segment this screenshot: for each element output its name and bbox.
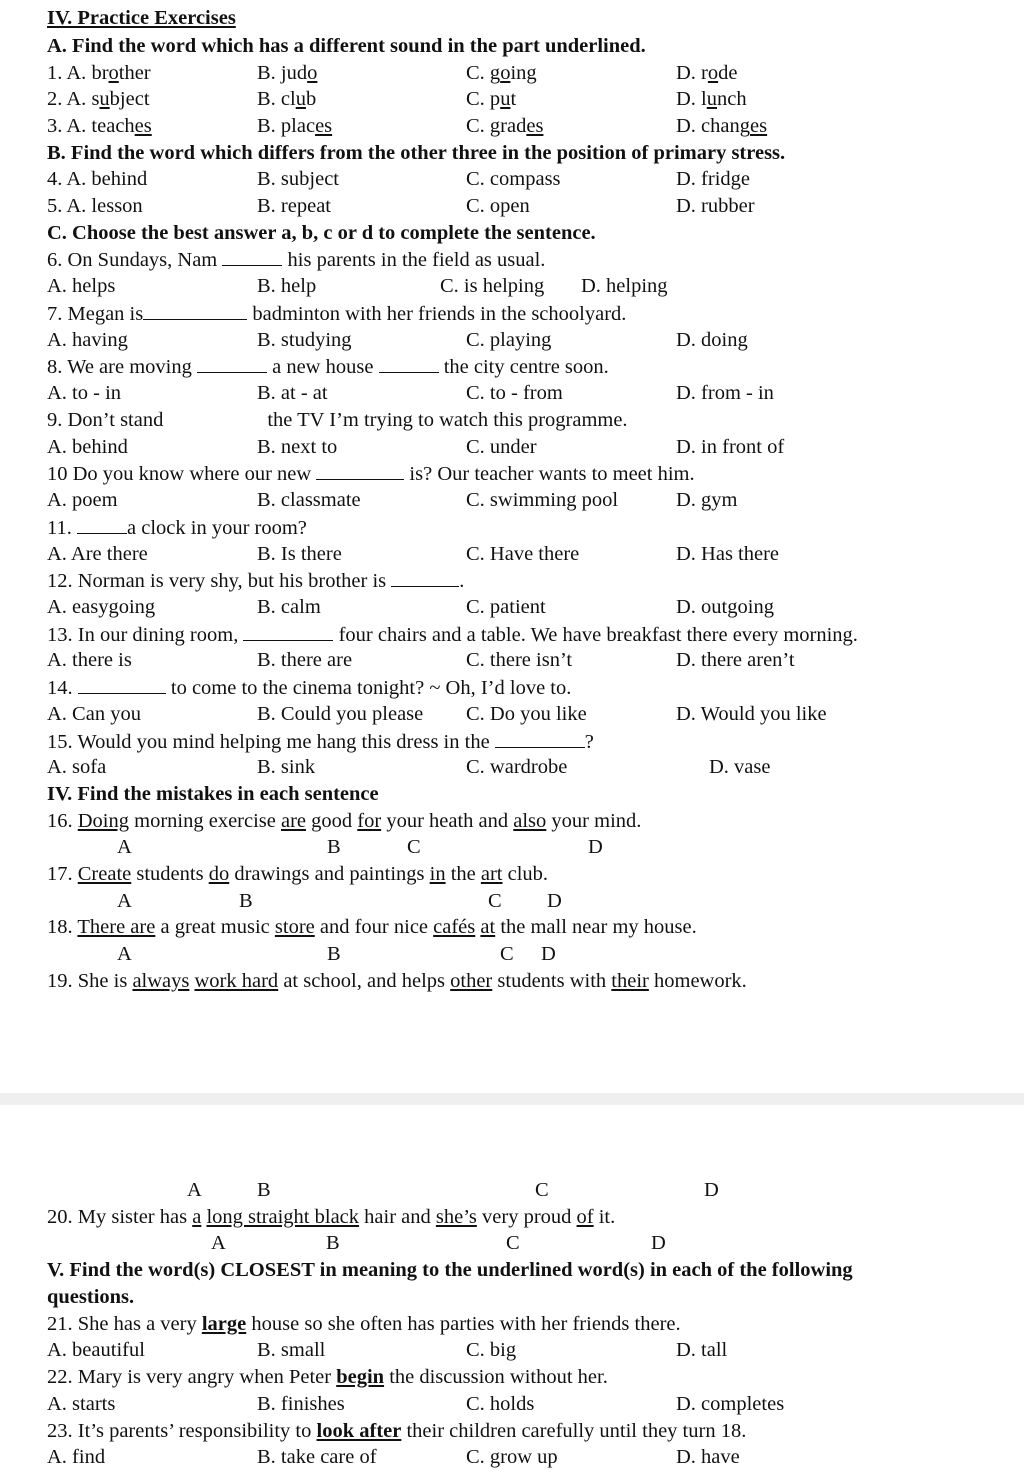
q15-option-c: C. wardrobe (466, 756, 568, 778)
question-17 (47, 862, 548, 886)
question-8 (47, 354, 609, 379)
q18-letter-d: D (541, 943, 556, 965)
q14-option-b: B. Could you please (257, 703, 424, 725)
q19-letter-d: D (704, 1179, 719, 1201)
q22-option-c: C. holds (466, 1393, 535, 1415)
question-11 (47, 515, 307, 540)
q1-a-rest: ther (118, 62, 151, 84)
question-18 (47, 915, 697, 939)
q20-text-2: hair and (359, 1206, 436, 1228)
q9-option-b: B. next to (257, 436, 338, 458)
q11-option-d: D. Has there (676, 543, 780, 565)
q3-option-d (676, 114, 767, 138)
q17-text-2: drawings and paintings (229, 863, 430, 885)
q7-answer-blank[interactable] (143, 301, 247, 320)
q8-answer-blank-1[interactable] (197, 354, 267, 373)
q18-underlined-c[interactable]: cafés (433, 916, 476, 938)
q21-option-d: D. tall (676, 1339, 728, 1361)
q8-option-b: B. at - at (257, 382, 328, 404)
q13-stem-start: 13. In our dining room, (47, 624, 239, 646)
q17-letter-a: A (117, 890, 132, 912)
q16-letter-d: D (588, 836, 603, 858)
q12-option-c: C. patient (466, 596, 546, 618)
page-title: IV. Practice Exercises (47, 7, 236, 29)
q5-option-a: 5. A. lesson (47, 195, 143, 217)
q8-option-d: D. from - in (676, 382, 774, 404)
question-21 (47, 1312, 681, 1336)
section-mistakes-heading: IV. Find the mistakes in each sentence (47, 783, 379, 805)
q17-letter-c: C (488, 890, 502, 912)
q16-letter-b: B (327, 836, 341, 858)
q21-target-word: large (201, 1313, 247, 1335)
q12-stem-start: 12. Norman is very shy, but his brother is (47, 570, 387, 592)
q22-stem-start: 22. Mary is very angry when Peter (47, 1366, 337, 1388)
question-23 (47, 1419, 746, 1443)
q19-number: 19. She is (47, 970, 133, 992)
q17-letter-d: D (547, 890, 562, 912)
q23-stem-end: their children carefully until they turn 18. (401, 1420, 747, 1442)
q22-stem-end: the discussion without her. (384, 1366, 608, 1388)
q15-stem-end: ? (584, 731, 594, 753)
q17-underlined-b[interactable]: do (208, 863, 230, 885)
q1-option-d (676, 61, 738, 85)
q20-underlined-b[interactable]: long straight black (206, 1206, 360, 1228)
q17-letter-b: B (239, 890, 253, 912)
q10-option-c: C. swimming pool (466, 489, 619, 511)
q17-text-1: students (131, 863, 209, 885)
q13-answer-blank[interactable] (243, 622, 333, 641)
q3-a-underlined: es (134, 115, 152, 137)
q18-text-2: and four nice (314, 916, 434, 938)
q11-option-b: B. Is there (257, 543, 342, 565)
q2-a-rest: bject (109, 88, 150, 110)
q21-option-a: A. beautiful (47, 1339, 145, 1361)
q5-option-c: C. open (466, 195, 530, 217)
q3-c-part: C. grad (466, 115, 527, 137)
q16-letter-a: A (117, 836, 132, 858)
q2-option-b (257, 87, 316, 111)
q10-stem-start: 10 Do you know where our new (47, 463, 312, 485)
q13-option-b: B. there are (257, 649, 353, 671)
q13-option-d: D. there aren’t (676, 649, 795, 671)
q8-answer-blank-2[interactable] (379, 354, 439, 373)
q19-text-2: at school, and helps (278, 970, 451, 992)
q16-text-4: your mind. (546, 810, 642, 832)
q3-option-c (466, 114, 543, 138)
q16-number: 16. (47, 810, 78, 832)
q7-stem-end: badminton with her friends in the schoolyard. (252, 303, 627, 325)
q21-option-b: B. small (257, 1339, 326, 1361)
q23-stem-start: 23. It’s parents’ responsibility to (47, 1420, 317, 1442)
q9-stem-end: the TV I’m trying to watch this programme. (267, 409, 628, 431)
q2-b-rest: b (305, 88, 317, 110)
question-2 (47, 87, 150, 111)
q16-underlined-b[interactable]: are (281, 810, 307, 832)
section-b-heading: B. Find the word which differs from the other three in the position of primary stress. (47, 142, 786, 164)
q20-letter-c: C (506, 1232, 520, 1254)
q7-option-c: C. playing (466, 329, 552, 351)
q2-c-part: C. p (466, 88, 501, 110)
q20-number: 20. My sister has (47, 1206, 193, 1228)
q3-c-underlined: es (526, 115, 544, 137)
q6-option-d: D. helping (581, 275, 668, 297)
q1-option-a-label: 1. A. (47, 62, 92, 84)
q8-option-a: A. to - in (47, 382, 122, 404)
q21-stem-start: 21. She has a very (47, 1313, 202, 1335)
q6-stem-end: his parents in the field as usual. (287, 249, 546, 271)
q14-option-c: C. Do you like (466, 703, 587, 725)
q22-target-word: begin (336, 1366, 385, 1388)
q20-text-3: very proud (476, 1206, 577, 1228)
q12-option-d: D. outgoing (676, 596, 774, 618)
q11-option-a: A. Are there (47, 543, 148, 565)
q19-underlined-d[interactable]: their (611, 970, 649, 992)
q3-a-part: 3. A. teach (47, 115, 135, 137)
q10-option-a: A. poem (47, 489, 118, 511)
question-16 (47, 809, 641, 833)
q13-stem-end: four chairs and a table. We have breakfast there every morning. (338, 624, 858, 646)
q12-option-b: B. calm (257, 596, 321, 618)
q3-option-b (257, 114, 332, 138)
q6-option-a: A. helps (47, 275, 116, 297)
q14-stem-end: to come to the cinema tonight? ~ Oh, I’d love to. (170, 677, 572, 699)
question-14 (47, 675, 571, 700)
q11-stem-start: 11. (47, 517, 72, 539)
q22-option-a: A. starts (47, 1393, 116, 1415)
q9-option-a: A. behind (47, 436, 128, 458)
q15-option-b: B. sink (257, 756, 316, 778)
q16-underlined-a[interactable]: Doing (77, 810, 129, 832)
q7-option-a: A. having (47, 329, 128, 351)
q23-option-c: C. grow up (466, 1446, 558, 1468)
q1-c-part: C. g (466, 62, 501, 84)
q8-option-c: C. to - from (466, 382, 563, 404)
q19-text-4: homework. (648, 970, 747, 992)
q23-option-d: D. have (676, 1446, 740, 1468)
q18-text-4: the mall near my house. (495, 916, 697, 938)
q10-answer-blank[interactable] (316, 461, 404, 480)
q1-b-part: B. jud (257, 62, 308, 84)
question-15 (47, 729, 594, 754)
q18-text-1: a great music (155, 916, 275, 938)
q18-letter-a: A (117, 943, 132, 965)
q16-underlined-d[interactable]: also (513, 810, 547, 832)
q8-stem-mid: a new house (272, 356, 374, 378)
q2-a-underlined: u (99, 88, 110, 110)
q3-d-part: D. chang (676, 115, 751, 137)
q1-d-part: D. r (676, 62, 708, 84)
q10-option-b: B. classmate (257, 489, 361, 511)
q16-letter-c: C (407, 836, 421, 858)
q20-letter-a: A (211, 1232, 226, 1254)
q19-letter-b: B (257, 1179, 271, 1201)
q18-letter-c: C (500, 943, 514, 965)
q4-option-c: C. compass (466, 168, 561, 190)
q17-underlined-a[interactable]: Create (77, 863, 132, 885)
q2-label: 2. A. (47, 88, 92, 110)
q7-option-b: B. studying (257, 329, 352, 351)
q23-option-a: A. find (47, 1446, 106, 1468)
q17-underlined-d[interactable]: art (480, 863, 503, 885)
q16-underlined-c[interactable]: for (357, 810, 382, 832)
q2-option-c (466, 87, 516, 111)
question-3 (47, 114, 152, 138)
q3-d-underlined: es (750, 115, 768, 137)
q17-text-4: club. (502, 863, 549, 885)
q2-a-part: s (91, 88, 100, 110)
q22-option-d: D. completes (676, 1393, 785, 1415)
q1-a-part: br (91, 62, 109, 84)
q6-option-c: C. is helping (440, 275, 545, 297)
question-10 (47, 461, 695, 486)
section-v-heading-cont: questions. (47, 1286, 135, 1308)
section-c-heading: C. Choose the best answer a, b, c or d to complete the sentence. (47, 222, 596, 244)
q2-b-part: B. cl (257, 88, 296, 110)
q15-stem-start: 15. Would you mind helping me hang this dress in the (47, 731, 490, 753)
q7-option-d: D. doing (676, 329, 748, 351)
q15-option-d: D. vase (709, 756, 771, 778)
q9-stem-start: 9. Don’t stand (47, 409, 164, 431)
q12-option-a: A. easygoing (47, 596, 156, 618)
q14-stem-start: 14. (47, 677, 73, 699)
question-22 (47, 1365, 608, 1389)
q4-option-b: B. subject (257, 168, 339, 190)
question-12 (47, 568, 464, 593)
q12-stem-end: . (459, 570, 465, 592)
q20-letter-d: D (651, 1232, 666, 1254)
q5-option-d: D. rubber (676, 195, 755, 217)
question-13 (47, 622, 858, 647)
q2-d-part: D. l (676, 88, 707, 110)
q8-stem-start: 8. We are moving (47, 356, 192, 378)
q2-b-underlined: u (295, 88, 306, 110)
q1-option-b (257, 61, 317, 85)
q11-option-c: C. Have there (466, 543, 580, 565)
section-v-heading: V. Find the word(s) CLOSEST in meaning to the underlined word(s) in each of the following (47, 1259, 853, 1281)
q19-text-3: students with (492, 970, 612, 992)
question-7 (47, 301, 626, 326)
q2-c-underlined: u (500, 88, 511, 110)
q1-c-underlined: o (500, 62, 511, 84)
q15-answer-blank[interactable] (495, 729, 585, 748)
q23-target-word: look after (316, 1420, 402, 1442)
q2-d-underlined: u (706, 88, 717, 110)
q20-underlined-a[interactable]: a (192, 1206, 202, 1228)
question-9 (47, 408, 628, 432)
q11-answer-blank[interactable] (77, 515, 127, 534)
q4-option-a: 4. A. behind (47, 168, 148, 190)
q9-option-c: C. under (466, 436, 537, 458)
q13-option-c: C. there isn’t (466, 649, 573, 671)
q5-option-b: B. repeat (257, 195, 331, 217)
question-1 (47, 61, 151, 85)
q22-option-b: B. finishes (257, 1393, 345, 1415)
q17-number: 17. (47, 863, 78, 885)
q2-c-rest: t (510, 88, 517, 110)
q18-number: 18. (47, 916, 78, 938)
q18-underlined-d[interactable]: at (480, 916, 496, 938)
q19-underlined-a[interactable]: always (132, 970, 190, 992)
q1-d-rest: de (718, 62, 738, 84)
q20-letter-b: B (326, 1232, 340, 1254)
question-19 (47, 969, 747, 993)
q4-option-d: D. fridge (676, 168, 751, 190)
q1-c-rest: ing (510, 62, 537, 84)
q17-underlined-c[interactable]: in (429, 863, 446, 885)
q9-option-d: D. in front of (676, 436, 785, 458)
q14-answer-blank[interactable] (78, 675, 166, 694)
q19-letter-c: C (535, 1179, 549, 1201)
q1-a-underlined: o (108, 62, 119, 84)
q17-text-3: the (445, 863, 481, 885)
q3-b-part: B. plac (257, 115, 316, 137)
q6-stem-start: 6. On Sundays, Nam (47, 249, 218, 271)
question-6 (47, 247, 545, 272)
q13-option-a: A. there is (47, 649, 132, 671)
q16-text-2: good (306, 810, 358, 832)
question-20 (47, 1205, 615, 1229)
q2-d-rest: nch (717, 88, 747, 110)
q8-stem-end: the city centre soon. (443, 356, 609, 378)
q14-option-a: A. Can you (47, 703, 141, 725)
q20-underlined-d[interactable]: of (576, 1206, 594, 1228)
q6-answer-blank[interactable] (222, 247, 282, 266)
q1-option-c (466, 61, 537, 85)
q10-stem-end: is? Our teacher wants to meet him. (409, 463, 695, 485)
q18-underlined-a[interactable]: There are (77, 916, 156, 938)
q12-answer-blank[interactable] (391, 568, 459, 587)
q21-option-c: C. big (466, 1339, 517, 1361)
q6-option-b: B. help (257, 275, 317, 297)
q19-letter-a: A (187, 1179, 202, 1201)
q23-option-b: B. take care of (257, 1446, 377, 1468)
q19-underlined-b[interactable]: work hard (194, 970, 279, 992)
section-a-heading: A. Find the word which has a different sound in the part underlined. (47, 35, 646, 57)
q11-stem-end: a clock in your room? (127, 517, 307, 539)
q21-stem-end: house so she often has parties with her friends there. (246, 1313, 681, 1335)
page-separator (0, 1093, 1024, 1105)
q1-b-underlined: o (307, 62, 318, 84)
q20-underlined-c[interactable]: she’s (435, 1206, 477, 1228)
q3-b-underlined: es (315, 115, 333, 137)
q7-stem-start: 7. Megan is (47, 303, 144, 325)
q19-underlined-c[interactable]: other (450, 970, 493, 992)
q1-d-underlined: o (707, 62, 719, 84)
q14-option-d: D. Would you like (676, 703, 827, 725)
q18-letter-b: B (327, 943, 341, 965)
q10-option-d: D. gym (676, 489, 738, 511)
q15-option-a: A. sofa (47, 756, 107, 778)
q20-text-4: it. (593, 1206, 616, 1228)
q16-text-1: morning exercise (129, 810, 281, 832)
q16-text-3: your heath and (381, 810, 514, 832)
q2-option-d (676, 87, 747, 111)
q18-underlined-b[interactable]: store (274, 916, 315, 938)
